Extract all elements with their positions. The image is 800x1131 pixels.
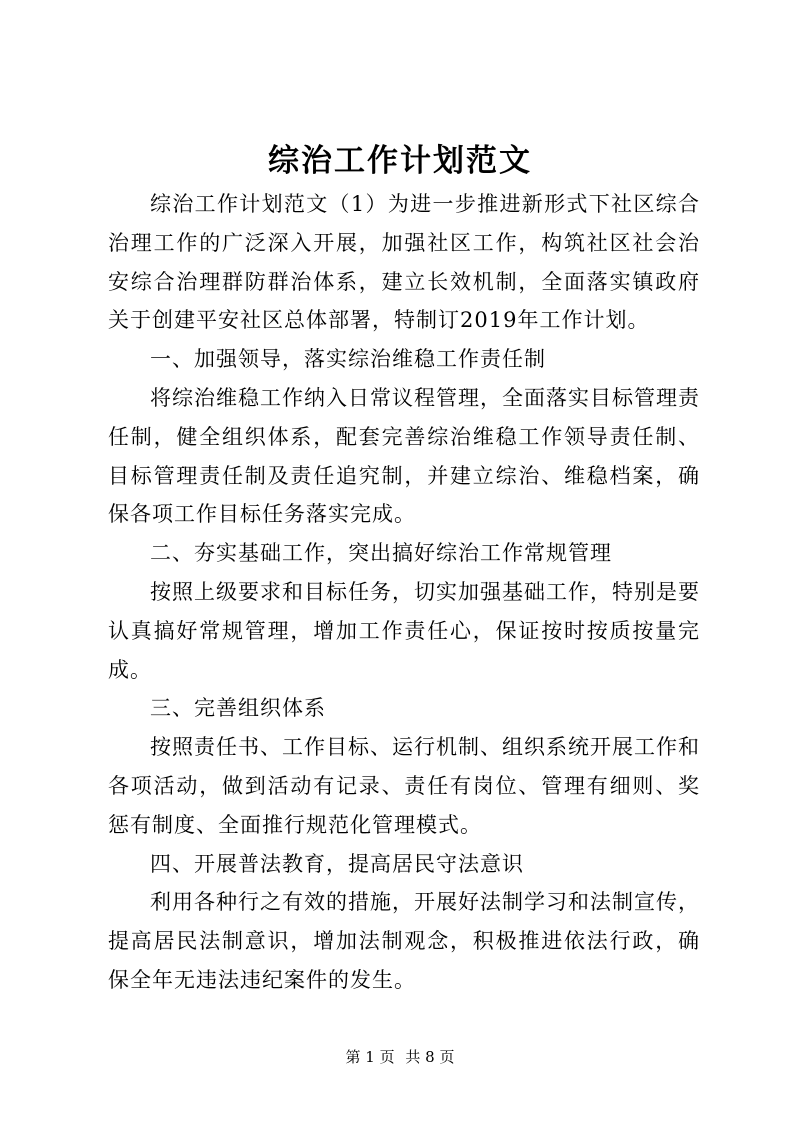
section-paragraph-2: 按照上级要求和目标任务，切实加强基础工作，特别是要认真搞好常规管理，增加工作责任心，保证按时按质按量完成。 [108, 579, 700, 682]
page-total: 共 8 页 [405, 1048, 455, 1066]
page-footer [0, 1047, 800, 1067]
section-paragraph-1: 将综治维稳工作纳入日常议程管理，全面落实目标管理责任制，健全组织体系，配套完善综治维稳工作领导责任制、目标管理责任制及责任追究制，并建立综治、维稳档案，确保各项工作目标任务落实完成。 [108, 385, 700, 527]
page-number: 第 1 页 [345, 1048, 395, 1066]
section-heading-1: 一、加强领导，落实综治维稳工作责任制 [150, 347, 546, 372]
section-paragraph-4: 利用各种行之有效的措施，开展好法制学习和法制宣传，提高居民法制意识，增加法制观念，积极推进依法行政，确保全年无违法违纪案件的发生。 [108, 890, 700, 992]
section-heading-4: 四、开展普法教育，提高居民守法意识 [150, 851, 524, 876]
section-paragraph-3: 按照责任书、工作目标、运行机制、组织系统开展工作和各项活动，做到活动有记录、责任有岗位、管理有细则、奖惩有制度、全面推行规范化管理模式。 [108, 735, 700, 837]
document-body [108, 185, 700, 1000]
section-heading-2: 二、夯实基础工作，突出搞好综治工作常规管理 [150, 541, 612, 566]
section-heading-3: 三、完善组织体系 [150, 696, 326, 721]
intro-paragraph: 综治工作计划范文（1）为进一步推进新形式下社区综合治理工作的广泛深入开展，加强社区工作，构筑社区社会治安综合治理群防群治体系，建立长效机制，全面落实镇政府关于创建平安社区总体部署，特制订2019年工作计划。 [108, 192, 700, 333]
document-title: 综治工作计划范文 [268, 143, 532, 179]
